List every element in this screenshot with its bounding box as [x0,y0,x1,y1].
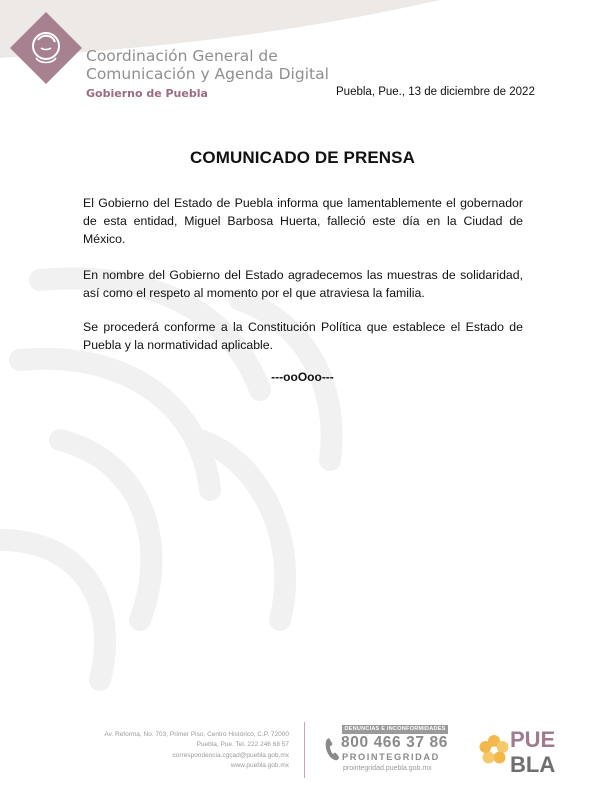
footer-address [104,730,289,771]
org-name [86,47,346,83]
puebla-logo [478,724,568,776]
phone-icon [323,735,343,763]
integrity-url[interactable]: prointegridad.puebla.gob.mx [343,765,432,772]
phone-number[interactable]: 800 466 37 86 [341,734,448,751]
logo-text-bottom: BLA [510,752,556,776]
org-name-line1: Coordinación General de [86,47,278,65]
government-label: Gobierno de Puebla [86,87,208,100]
paragraph-3: Se procederá conforme a la Constitución Política que establece el Estado de Puebla y la normatividad aplicable. [83,320,523,352]
closing-mark: ---ooOoo--- [271,370,334,384]
paragraph-2: En nombre del Gobierno del Estado agradecemos las muestras de solidaridad, así como el respeto al momento por el que atraviesa la familia. [83,268,523,300]
document-title: COMUNICADO DE PRENSA [190,148,415,167]
address-line: Puebla, Pue. Tel. 222 246 68 57 [196,741,289,749]
address-line: correspondencia.cgcad@puebla.gob.mx [172,751,289,759]
complaint-label: DENUNCIAS E INCONFORMIDADES [342,725,448,734]
flower-icon [480,735,509,764]
place-date: Puebla, Pue., 13 de diciembre de 2022 [336,86,535,98]
paragraph-1: El Gobierno del Estado de Puebla informa que lamentablemente el gobernador de esta entidad, Miguel Barbosa Huerta, falleció este día en la Ciudad de México. [83,196,523,246]
address-line: Av. Reforma, No. 703, Primer Piso, Centro Histórico, C.P. 72000 [104,731,289,738]
address-line: www.puebla.gob.mx [230,761,289,769]
footer-divider [304,722,305,778]
goddess-emblem-icon [10,12,82,84]
watermark-emblem [0,240,380,710]
integrity-label: PROINTEGRIDAD [342,752,440,762]
org-name-line2: Comunicación y Agenda Digital [86,65,329,83]
logo-text-top: PUE [510,727,556,752]
